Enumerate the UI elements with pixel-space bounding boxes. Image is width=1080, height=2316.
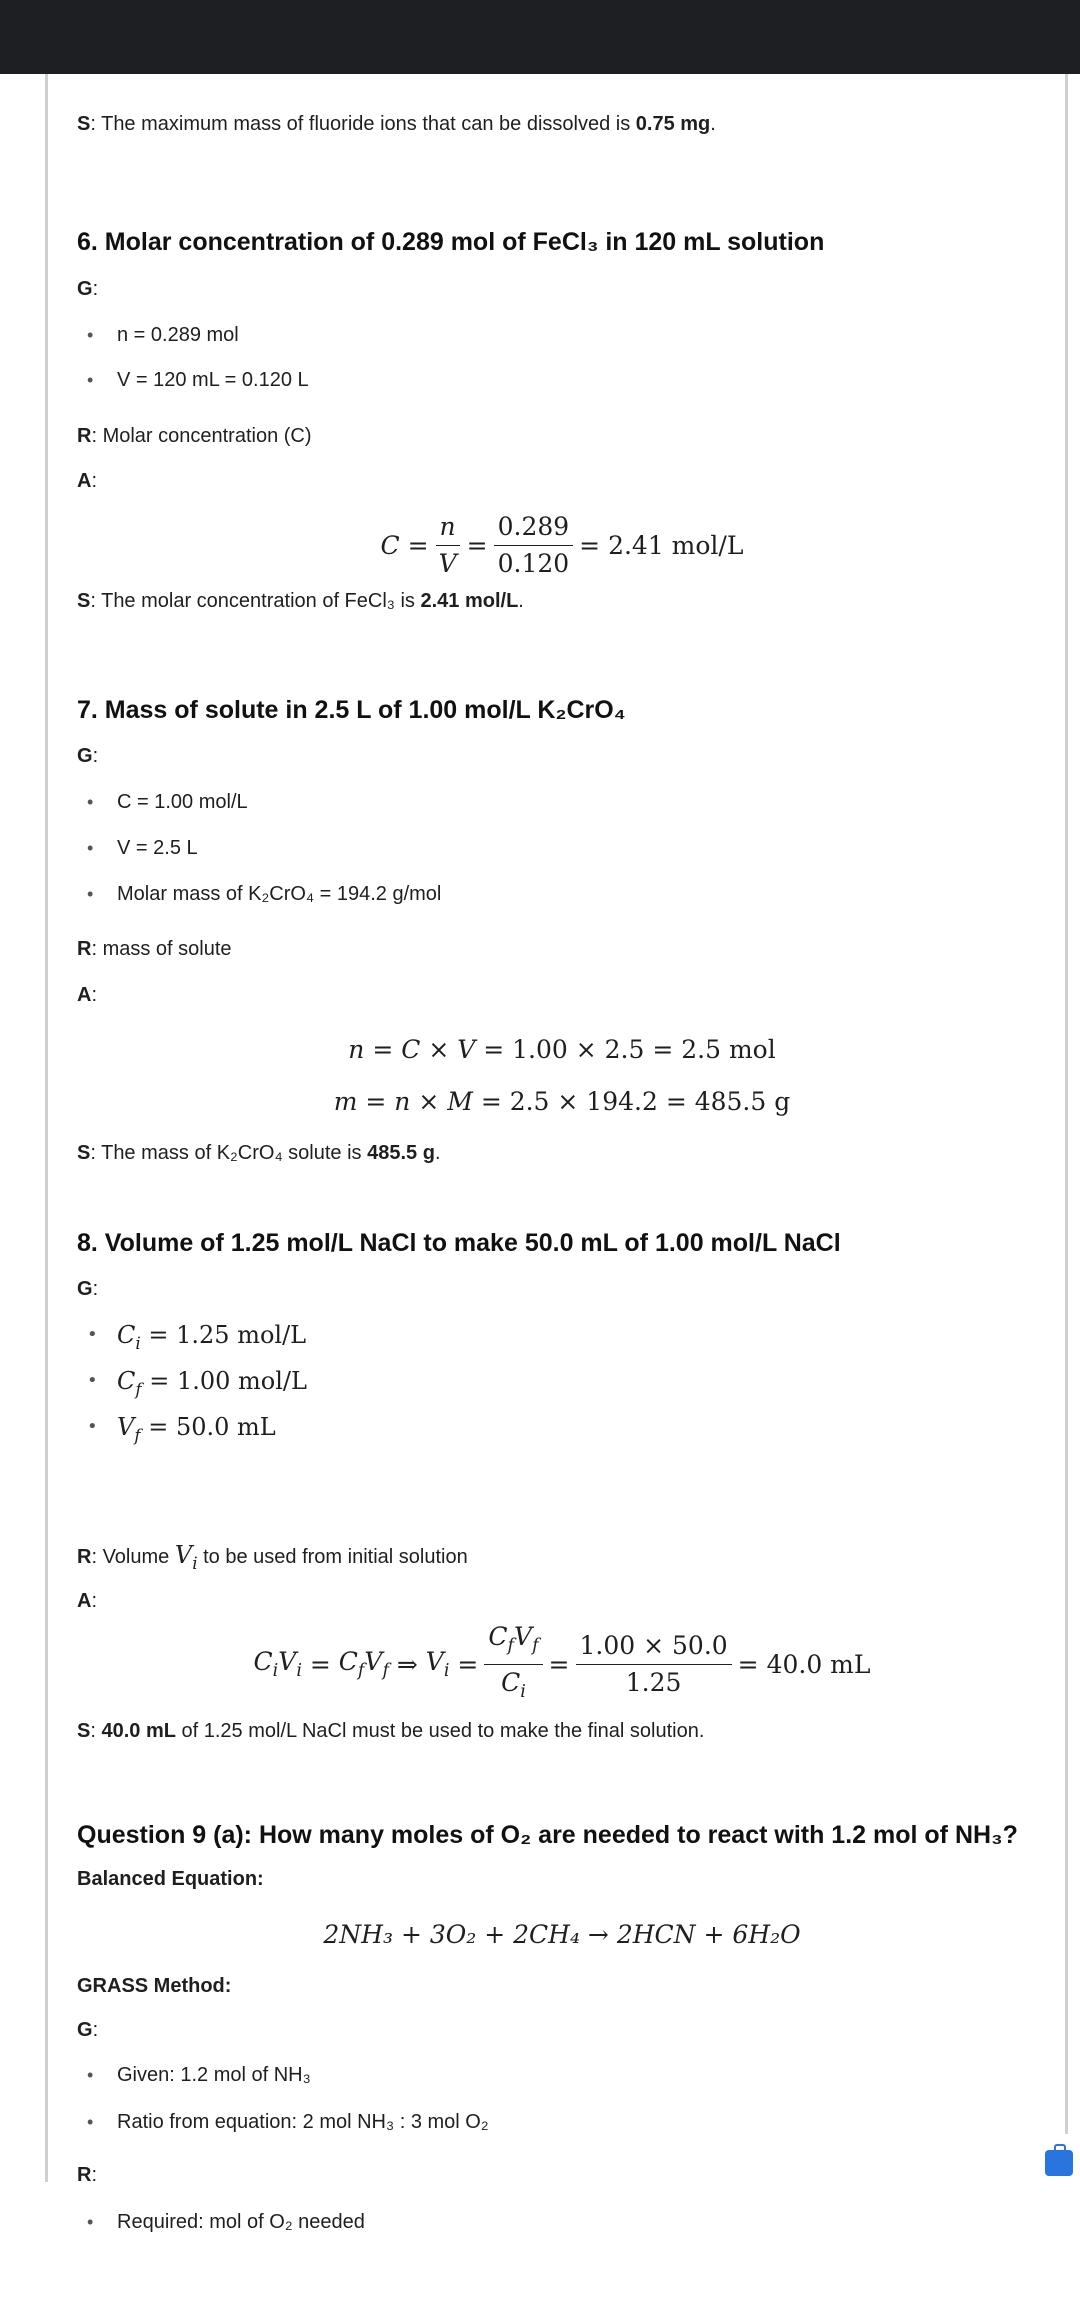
q8-given-cf: • $C_f = 1.00$ mol/L: [77, 1363, 1047, 1409]
q9-grass-label: GRASS Method:: [77, 1975, 232, 1997]
q9-required-label: R:: [77, 2164, 98, 2186]
q9-heading: Question 9 (a): How many moles of O₂ are needed to react with 1.2 mol of NH₃?: [77, 1821, 1018, 1849]
q5-statement: S: The maximum mass of fluoride ions that can be dissolved is 0.75 mg.: [77, 113, 716, 135]
q6-given-list: [77, 320, 1047, 395]
q8-given-ci: • $C_i = 1.25$ mol/L: [77, 1317, 1047, 1363]
q9-given-label: G:: [77, 2019, 99, 2041]
q6-given-label: G:: [77, 278, 99, 300]
q9-given-nh3: • Given: 1.2 mol of NH₃: [77, 2060, 1047, 2107]
q8-required: R: Volume $V_i$ to be used from initial solution: [77, 1541, 468, 1573]
q8-statement: S: 40.0 mL of 1.25 mol/L NaCl must be used to make the final solution.: [77, 1720, 705, 1742]
q6-given-n: • n = 0.289 mol: [77, 320, 1047, 365]
q7-heading: 7. Mass of solute in 2.5 L of 1.00 mol/L K₂CrO₄: [77, 696, 626, 724]
q9-balanced-equation: 2NH₃ + 3O₂ + 2CH₄ → 2HCN + 6H₂O: [323, 1919, 801, 1949]
q6-equation: C = $\frac{n}{V}$ = $\frac{0.289}{0.120}$ = 2.41 mol/L: [380, 512, 744, 578]
q9-required-list: [77, 2207, 1047, 2237]
q6-analysis-label: A:: [77, 470, 98, 492]
q7-given-molar-mass: • Molar mass of K₂CrO₄ = 194.2 g/mol: [77, 879, 1047, 909]
q6-heading: 6. Molar concentration of 0.289 mol of FeCl₃ in 120 mL solution: [77, 228, 825, 256]
q6-given-v: • V = 120 mL = 0.120 L: [77, 365, 1047, 395]
q8-given-label: G:: [77, 1278, 99, 1300]
q7-required: R: mass of solute: [77, 938, 232, 960]
q9-given-ratio: • Ratio from equation: 2 mol NH₃ : 3 mol O₂: [77, 2107, 1047, 2137]
frame-border-left: [45, 74, 48, 2182]
q7-statement: S: The mass of K₂CrO₄ solute is 485.5 g.: [77, 1142, 441, 1164]
q8-given-list: [77, 1317, 1047, 1453]
frame-border-right: [1065, 74, 1068, 2134]
briefcase-icon[interactable]: [1045, 2150, 1073, 2176]
q8-given-vf: • $V_f = 50.0$ mL: [77, 1409, 1047, 1453]
q9-given-list: [77, 2060, 1047, 2137]
q7-given-c: • C = 1.00 mol/L: [77, 787, 1047, 833]
q7-equation-2: m = n × M = 2.5 × 194.2 = 485.5 g: [333, 1086, 791, 1116]
top-status-bar: [0, 0, 1080, 74]
q9-balanced-label: Balanced Equation:: [77, 1868, 264, 1890]
q8-heading: 8. Volume of 1.25 mol/L NaCl to make 50.0 mL of 1.00 mol/L NaCl: [77, 1229, 841, 1257]
q7-analysis-label: A:: [77, 984, 98, 1006]
q7-given-label: G:: [77, 745, 99, 767]
q7-equation-1: n = C × V = 1.00 × 2.5 = 2.5 mol: [348, 1034, 776, 1064]
q6-required: R: Molar concentration (C): [77, 425, 312, 447]
q8-equation: $C_iV_i$ = $C_fV_f$ ⇒ $V_i$ = $\frac{C_fV_f}{C_i}$ = $\frac{1.00 \times 50.0}{1.25}$ = 40.0 mL: [253, 1621, 871, 1702]
q7-given-v: • V = 2.5 L: [77, 833, 1047, 879]
q9-required-o2: • Required: mol of O₂ needed: [77, 2207, 1047, 2237]
q7-given-list: [77, 787, 1047, 909]
q6-statement: S: The molar concentration of FeCl₃ is 2.41 mol/L.: [77, 590, 524, 612]
q8-analysis-label: A:: [77, 1590, 98, 1612]
